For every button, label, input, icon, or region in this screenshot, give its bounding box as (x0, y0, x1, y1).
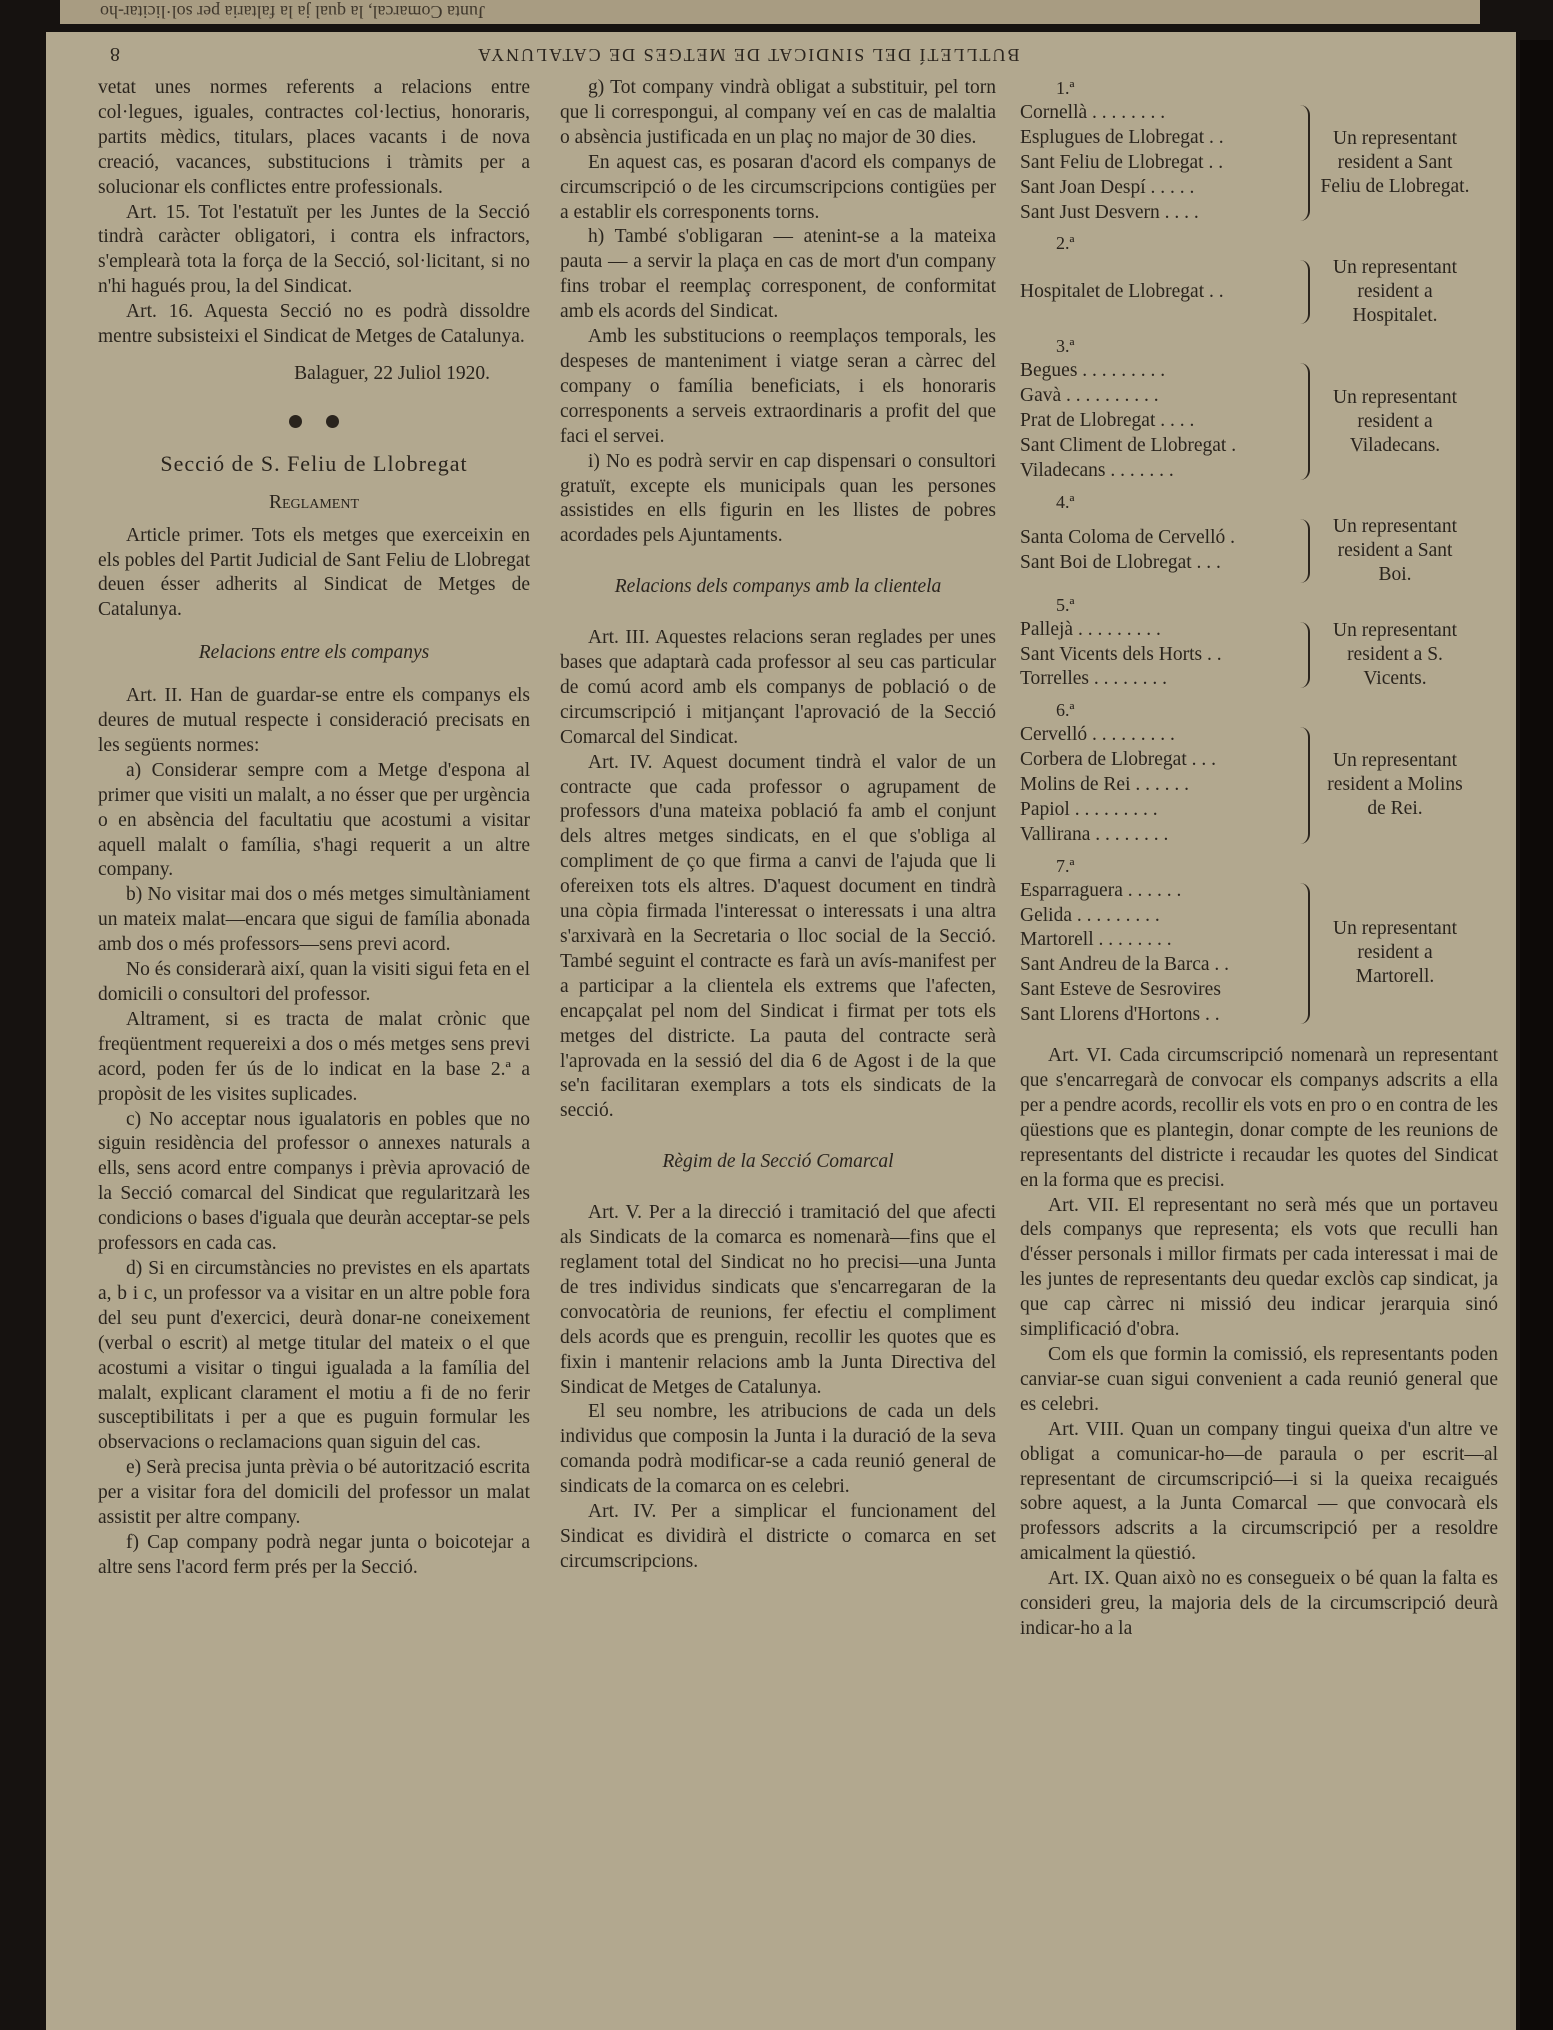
paragraph: a) Considerar sempre com a Metge d'espona al primer que visiti un malalt, a no ésser que per urgència o en absència del facultatiu que acostumi a visitar aquell malalt o família, s'hagi requerit a un altre company. (98, 759, 530, 881)
brace-icon (1296, 622, 1310, 689)
paragraph: Art. IX. Quan això no es consegueix o bé quan la falta es consideri greu, la majoria dels de la circumscripció deurà indicar-ho a la (1020, 1568, 1498, 1639)
paragraph: Art. VIII. Quan un company tingui queixa d'un altre ve obligat a comunicar-ho—de paraula o per escrit—al representant de circumscripció—i si la queixa recaigués sobre aquest, a la Junta Comarcal — que convocarà els professors adscrits a la circumscripció per a resoldre amicalment la qüestió. (1020, 1418, 1498, 1565)
paragraph: Art. V. Per a la direcció i tramitació del que afecti als Sindicats de la comarca es nomenarà—fins que el reglament total del Sindicat no ho precisi—una Junta de tres individus sindicats que s'encarregaran de la convocatòria de reunions, fer efectiu el compliment dels acords que es prenguin, recollir les quotes que es fixin i mantenir relacions amb la Junta Directiva del Sindicat de Metges de Catalunya. (560, 1202, 996, 1398)
place-item: Vallirana . . . . . . . . (1020, 823, 1169, 845)
newspaper-page (46, 32, 1516, 2030)
subheading: Règim de la Secció Comarcal (662, 1151, 894, 1173)
place-list (1020, 618, 1296, 693)
circumscription-group (1020, 231, 1498, 328)
paragraph: b) No visitar mai dos o més metges simultàniament un mateix malat—encara que sigui de família abonada amb dos o més professors—sens previ acord. (98, 884, 530, 956)
place-item: Esplugues de Llobregat . . (1020, 126, 1224, 148)
place-item: Prat de Llobregat . . . . (1020, 410, 1195, 432)
circumscription-row (1020, 515, 1498, 587)
circumscription-number: 5.ª (1056, 594, 1075, 615)
circumscription-row (1020, 101, 1498, 226)
circumscription-row (1020, 618, 1498, 693)
column-1 (98, 76, 530, 1581)
paragraph: g) Tot company vindrà obligat a substituir, pel torn que li correspongui, al company veí en cas de malaltia o absència justificada en un plaç no major de 30 dies. (560, 77, 996, 148)
representative-note: Un representant resident a Sant Boi. (1333, 515, 1457, 585)
paragraph: Art. 15. Tot l'estatuït per les Juntes de la Secció tindrà caràcter obligatori, i contra els infractors, s'emplearà tota la força de la Secció, sol·licitant, si no n'hi hagués prou, la del Sindicat. (98, 201, 530, 298)
circumscription-number: 2.ª (1056, 233, 1075, 254)
place-item: Martorell . . . . . . . . (1020, 929, 1172, 951)
brace-icon (1296, 519, 1310, 583)
section-subtitle: Reglament (269, 491, 359, 513)
paragraph: f) Cap company podrà negar junta o boicotejar a altre sens l'acord ferm prés per la Secció. (98, 1531, 530, 1578)
circumscription-row (1020, 723, 1498, 848)
representative-note: Un representant resident a S. Vicents. (1333, 619, 1457, 689)
place-item: Torrelles . . . . . . . . (1020, 668, 1168, 690)
paragraph: c) No acceptar nous igualatoris en pobles que no siguin residència del professor o annexes naturals a ells, sens acord entre companys i prèvia aprovació de la Secció comarcal del Sindicat que regularitzarà les condicions o bases d'iguala que deuràn acceptar-se pels professors en cada cas. (98, 1108, 530, 1255)
circumscription-number: 3.ª (1056, 336, 1075, 357)
circumscription-group (1020, 593, 1498, 693)
place-item: Pallejà . . . . . . . . . (1020, 618, 1161, 640)
representative-note: Un representant resident a Viladecans. (1333, 386, 1457, 456)
place-item: Sant Andreu de la Barca . . (1020, 954, 1230, 976)
paragraph: Art. VII. El representant no serà més que un portaveu dels companys que representa; els vots que reculli han d'ésser personals i millor firmats per cada interessat i mai de les juntes de representants deu quedar exclòs cap sindicat, ja que cap càrrec ni missió deu indicar jerarquia sinó simplificació d'obra. (1020, 1194, 1498, 1341)
place-item: Sant Vicents dels Horts . . (1020, 643, 1222, 665)
paragraph: i) No es podrà servir en cap dispensari o consultori gratuït, excepte els municipals quan les persones assistides en ells figurin en les llistes de pobres acordades pels Ajuntaments. (560, 450, 996, 547)
brace-icon (1296, 363, 1310, 480)
circumscription-row (1020, 359, 1498, 484)
circumscription-group (1020, 698, 1498, 847)
circumscription-number: 4.ª (1056, 491, 1075, 512)
subheading: Relacions dels companys amb la clientela (614, 576, 942, 598)
brace-icon (1296, 883, 1310, 1024)
place-list (1020, 879, 1296, 1028)
section-separator (98, 409, 530, 434)
circumscription-list (1020, 76, 1498, 1028)
paragraph: Art. VI. Cada circumscripció nomenarà un representant que s'encarregarà de convocar els companys adscrits a ella per a pendre acords, recollir els vots en pro o en contra de les qüestions que es plantegin, donar compte de les reunions de representants del districte i recaudar les quotes del Sindicat en la forma que es precisi. (1020, 1045, 1498, 1191)
place-list (1020, 723, 1296, 848)
circumscription-number: 6.ª (1056, 700, 1075, 721)
paragraph: Art. III. Aquestes relacions seran reglades per unes bases que adaptarà cada professor al seu cas particular de comú acord amb els companys de població o de circumscripció i mitjançant l'aprovació de la Secció Comarcal del Sindicat. (560, 627, 996, 748)
place-item: Sant Llorens d'Hortons . . (1020, 1004, 1220, 1026)
paragraph: En aquest cas, es posaran d'acord els companys de circumscripció o de les circumscripcions contigües per a establir els corresponents torns. (560, 151, 996, 223)
place-list (1020, 280, 1296, 305)
brace-icon (1296, 727, 1310, 844)
paragraph: Amb les substitucions o reemplaços temporals, les despeses de manteniment i viatge seran a càrrec del company o família beneficiats, i els honoraris corresponents a serveis extraordinaris a profit del que faci el servei. (560, 326, 996, 447)
column-3 (1020, 76, 1498, 1642)
paragraph: Art. IV. Aquest document tindrà el valor de un contracte que cada professor o agrupament de professors d'una mateixa població fa amb el conjunt dels altres metges sindicats, en el que s'obliga al compliment de ço que firma a canvi de l'ajuda que li ofereixen tots els altres. D'aquest document en tindrà una còpia firmada l'interessat o interessats i una altra s'arxivarà en la Secretaria o lloc social de la Secció. També seguint el contracte es farà un avís-manifest per a participar a la clientela els extrems que l'afecten, encapçalat pel nom del Sindicat i firmat per tots els metges del districte. La pauta del contracte serà l'aprovada en la sessió del dia 6 de Agost i de la que se'n facilitaran exemplars a tots els sindicats de la secció. (560, 751, 996, 1122)
page-number: 8 (108, 43, 120, 65)
paragraph: Altrament, si es tracta de malat crònic que freqüentment requereixi a dos o més metges sens previ acord, poden fer ús de lo indicat en la base 2.ª a propòsit de les visites suplicades. (98, 1008, 530, 1105)
paragraph: vetat unes normes referents a relacions entre col·legues, iguales, contractes col·lectius, honoraris, partits mèdics, titulars, places vacants i de nova creació, vacances, substitucions i tràmits per a solucionar els conflictes entre professionals. (98, 77, 530, 198)
place-item: Papiol . . . . . . . . . (1020, 798, 1158, 820)
paragraph: El seu nombre, les atribucions de cada un dels individus que composin la Junta i la duració de la seva comanda podrà modificar-se a cada reunió general de sindicats de la comarca on es celebri. (560, 1401, 996, 1498)
place-item: Sant Joan Despí . . . . . (1020, 176, 1195, 198)
paragraph: Art. 16. Aquesta Secció no es podrà dissoldre mentre subsisteixi el Sindicat de Metges de Catalunya. (98, 301, 530, 348)
brace-icon (1296, 260, 1310, 324)
place-list (1020, 359, 1296, 484)
paragraph: No és considerarà així, quan la visiti sigui feta en el domicili o consultori del professor. (98, 959, 530, 1005)
place-item: Viladecans . . . . . . . (1020, 459, 1174, 481)
scan-edge (1520, 40, 1553, 2030)
paragraph: Article primer. Tots els metges que exerceixin en els pobles del Partit Judicial de Sant Feliu de Llobregat deuen ésser adherits al Sindicat de Metges de Catalunya. (98, 524, 530, 621)
place-list (1020, 101, 1296, 226)
place-item: Sant Climent de Llobregat . (1020, 434, 1237, 456)
place-item: Esparraguera . . . . . . (1020, 879, 1182, 901)
representative-note: Un representant resident a Sant Feliu de Llobregat. (1320, 128, 1470, 198)
previous-page-strip (60, 0, 1480, 24)
header-title: BUTLLETÍ DEL SINDICAT DE METGES DE CATALUNYA (476, 45, 1020, 65)
representative-note: Un representant resident a Martorell. (1333, 918, 1457, 988)
brace-icon (1296, 105, 1310, 222)
place-item: Sant Feliu de Llobregat . . (1020, 151, 1224, 173)
place-item: Sant Boi de Llobregat . . . (1020, 551, 1221, 573)
paragraph: Com els que formin la comissió, els representants poden canviar-se cuan sigui convenient a cada reunió general que es celebri. (1020, 1343, 1498, 1415)
representative-note: Un representant resident a Hospitalet. (1333, 257, 1457, 327)
circumscription-number: 7.ª (1056, 855, 1075, 876)
section-title: Secció de S. Feliu de Llobregat (160, 450, 468, 476)
paragraph: Art. IV. Per a simplicar el funcionament del Sindicat es dividirà el districte o comarca en set circumscripcions. (560, 1501, 996, 1572)
place-item: Gelida . . . . . . . . . (1020, 904, 1160, 926)
paragraph: d) Si en circumstàncies no previstes en els apartats a, b i c, un professor va a visitar en un altre poble fora del seu punt d'exercici, deurà donar-ne coneixement (verbal o escrit) al metge titular del mateix o el que acostumi a visitar o tingui igualada a la família del malalt, explicant clarament el motiu a fi de no ferir susceptibilitats i per a que es puguin formular les observacions o reclamacions quan siguin del cas. (98, 1257, 530, 1454)
place-item: Cervelló . . . . . . . . . (1020, 724, 1175, 746)
place-item: Cornellà . . . . . . . . (1020, 101, 1166, 123)
place-list (1020, 526, 1296, 576)
place-item: Gavà . . . . . . . . . . (1020, 385, 1159, 407)
place-item: Begues . . . . . . . . . (1020, 360, 1166, 382)
place-item: Sant Just Desvern . . . . (1020, 201, 1199, 223)
circumscription-group (1020, 334, 1498, 483)
subheading: Relacions entre els companys (198, 642, 430, 664)
circumscription-group (1020, 76, 1498, 225)
previous-page-text: Junta Comarcal, la qual ja la faltaria per sol·licitar-ho (100, 2, 485, 22)
circumscription-group (1020, 490, 1498, 587)
circumscription-row (1020, 256, 1498, 328)
date-line: Balaguer, 22 Juliol 1920. (294, 362, 490, 384)
representative-note: Un representant resident a Molins de Rei. (1327, 750, 1463, 820)
page-header (86, 38, 1086, 66)
paragraph: e) Serà precisa junta prèvia o bé autorització escrita per a visitar fora del domicili del professor un malat assistit per altre company. (98, 1457, 530, 1529)
circumscription-number: 1.ª (1056, 78, 1075, 98)
place-item: Sant Esteve de Sesrovires (1020, 979, 1221, 1001)
place-item: Santa Coloma de Cervelló . (1020, 526, 1235, 548)
place-item: Corbera de Llobregat . . . (1020, 749, 1217, 771)
place-item: Hospitalet de Llobregat . . (1020, 280, 1224, 302)
paragraph: h) També s'obligaran — atenint-se a la mateixa pauta — a servir la plaça en cas de mort d'un company fins trobar el reemplaç corresponent, de conformitat amb els acords del Sindicat. (560, 226, 996, 323)
column-2 (560, 76, 996, 1575)
place-item: Molins de Rei . . . . . . (1020, 774, 1189, 796)
paragraph: Art. II. Han de guardar-se entre els companys els deures de mutual respecte i consideració precisats en les següents normes: (98, 685, 530, 756)
circumscription-row (1020, 879, 1498, 1028)
circumscription-group (1020, 854, 1498, 1028)
